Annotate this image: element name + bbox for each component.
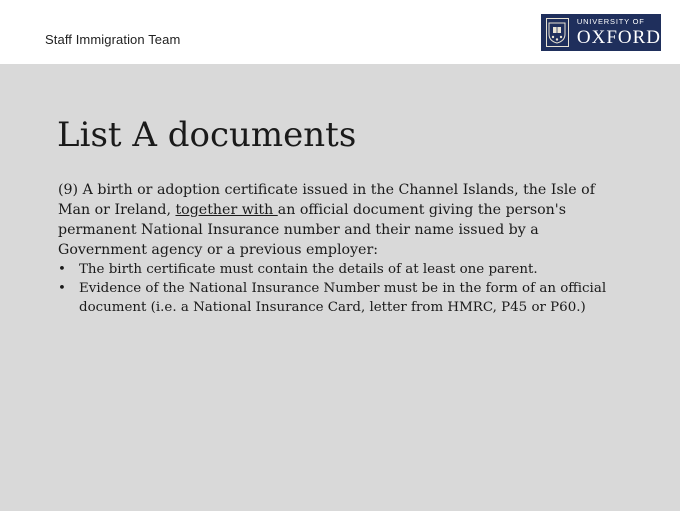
logo-university-text: UNIVERSITY OF <box>576 17 645 27</box>
bullet-text: Evidence of the National Insurance Number must be in the form of an official document (i.e. a National Insurance Card, letter from HMRC, P45 or P60.) <box>79 281 607 315</box>
slide-body <box>0 64 680 511</box>
team-name: Staff Immigration Team <box>45 32 181 47</box>
bullet-item <box>58 279 618 317</box>
header-bar <box>0 0 680 64</box>
oxford-crest-icon <box>546 18 569 47</box>
bullet-icon: • <box>58 262 66 277</box>
slide-title: List A documents <box>57 115 357 155</box>
bullet-icon: • <box>58 281 66 296</box>
logo-wordmark <box>577 18 661 47</box>
intro-paragraph <box>58 180 618 260</box>
oxford-logo <box>541 14 661 51</box>
bullet-text: The birth certificate must contain the details of at least one parent. <box>79 262 538 277</box>
intro-underlined-text: together with <box>175 202 278 218</box>
intro-text-end: an official document giving the person's permanent National Insurance number and their name issued by a Government agency or a previous employer: <box>58 202 566 258</box>
intro-text-start: (9) A birth or adoption certificate issued in the Channel Islands, the Isle of Man or Ireland, <box>58 182 595 218</box>
logo-oxford-text: OXFORD <box>576 26 661 48</box>
bullet-item <box>58 260 618 279</box>
bullet-list <box>58 260 618 317</box>
slide-content <box>58 180 618 317</box>
